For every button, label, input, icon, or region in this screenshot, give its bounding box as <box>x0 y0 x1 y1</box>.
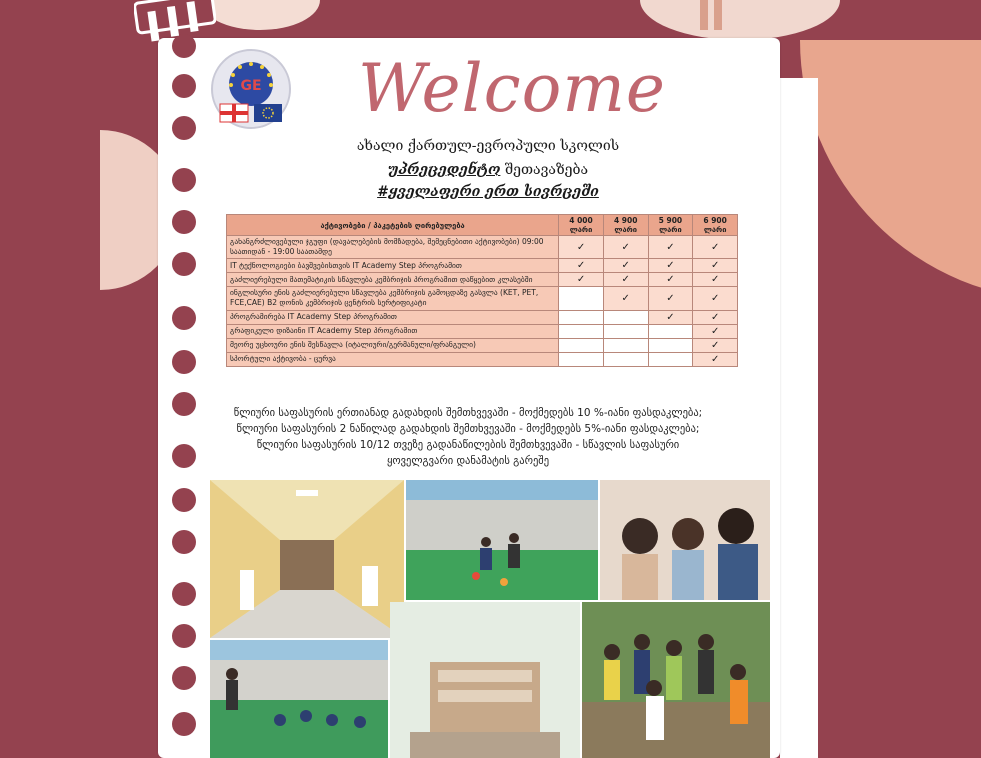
table-row <box>227 338 738 352</box>
binder-hole <box>172 624 196 648</box>
check-icon: ✓ <box>693 259 738 273</box>
check-icon: ✓ <box>693 352 738 366</box>
school-logo-icon <box>210 48 292 130</box>
decor-stripe <box>700 0 708 30</box>
activity-cell: გრაფიკული დიზაინი IT Academy Step პროგრამით <box>227 324 559 338</box>
decor-blob-top <box>200 0 320 30</box>
check-icon: ✓ <box>648 287 693 310</box>
activity-cell: ინგლისური ენის გაძლიერებული სწავლება კემბრიჯის გამოცდაზე გასვლა (KET, PET, FCE,CAE) B2 დონის კემბრიჯის ცენტრის სერტიფიკატი <box>227 287 559 310</box>
decor-blob-pink <box>640 0 840 40</box>
binder-hole <box>172 168 196 192</box>
empty-cell <box>603 324 648 338</box>
binder-hole <box>172 666 196 690</box>
sports-photo <box>406 480 598 600</box>
binder-hole <box>172 252 196 276</box>
empty-cell <box>559 338 604 352</box>
price-header: 6 900 ლარი <box>693 215 738 236</box>
sports-court-photo <box>210 640 388 758</box>
activity-cell: სპორტული აქტივობა - ცურვა <box>227 352 559 366</box>
check-icon: ✓ <box>693 287 738 310</box>
svg-text:GE: GE <box>240 78 262 94</box>
activity-cell: IT ტექნოლოგიები ბავშვებისთვის IT Academy Step პროგრამით <box>227 259 559 273</box>
welcome-title: Welcome <box>358 50 666 127</box>
package-table <box>226 214 738 367</box>
binder-hole <box>172 350 196 374</box>
price-header: 5 900 ლარი <box>648 215 693 236</box>
table-row <box>227 273 738 287</box>
check-icon: ✓ <box>648 259 693 273</box>
activity-cell: გახანგრძლივებული ჯგუფი (დავალებების მომზადება, შემეცნებითი აქტივობები) 09:00 საათიდან - 19:00 საათამდე <box>227 236 559 259</box>
empty-cell <box>559 287 604 310</box>
offer-highlight: უპრეცედენტო <box>387 162 501 178</box>
table-row <box>227 324 738 338</box>
check-icon: ✓ <box>693 236 738 259</box>
empty-cell <box>648 324 693 338</box>
binder-hole <box>172 712 196 736</box>
check-icon: ✓ <box>693 338 738 352</box>
check-icon: ✓ <box>559 236 604 259</box>
check-icon: ✓ <box>648 273 693 287</box>
empty-cell <box>648 352 693 366</box>
check-icon: ✓ <box>693 310 738 324</box>
empty-cell <box>603 352 648 366</box>
school-name-line: ახალი ქართულ-ევროპული სკოლის <box>356 138 620 154</box>
discount-line-1: წლიური საფასურის ერთიანად გადახდის შემთხვევაში - მოქმედებს 10 %-იანი ფასდაკლება; <box>233 407 703 419</box>
discount-line-2: წლიური საფასურის 2 ნაწილად გადახდის შემთხვევაში - მოქმედებს 5%-იანი ფასდაკლება; <box>236 423 700 435</box>
empty-cell <box>559 310 604 324</box>
discount-line-3: წლიური საფასურის 10/12 თვეზე გადანაწილების შემთხვევაში - სწავლის საფასური <box>256 439 680 451</box>
table-header-row <box>227 215 738 236</box>
binder-hole <box>172 582 196 606</box>
binder-hole <box>172 74 196 98</box>
table-row <box>227 236 738 259</box>
empty-cell <box>648 338 693 352</box>
offer-rest: შეთავაზება <box>500 162 589 178</box>
discount-line-4: ყოველგვარი დანამატის გარეშე <box>386 455 550 467</box>
decor-stripe <box>714 0 722 30</box>
price-header: 4 900 ლარი <box>603 215 648 236</box>
check-icon: ✓ <box>693 324 738 338</box>
activity-cell: მეორე უცხოური ენის შესწავლა (იტალიური/გერმანული/ფრანგული) <box>227 338 559 352</box>
check-icon: ✓ <box>603 287 648 310</box>
students-tablet-photo <box>600 480 770 600</box>
binder-hole <box>172 444 196 468</box>
hashtag-line: #ყველაფერი ერთ სივრცეში <box>377 184 599 200</box>
flyer-page <box>158 38 780 758</box>
offer-line <box>248 162 728 178</box>
empty-cell <box>603 310 648 324</box>
back-sheet <box>780 78 818 758</box>
check-icon: ✓ <box>603 259 648 273</box>
price-header: 4 000 ლარი <box>559 215 604 236</box>
binder-hole <box>172 530 196 554</box>
check-icon: ✓ <box>603 236 648 259</box>
binder-clip-icon <box>134 0 216 42</box>
binder-hole <box>172 488 196 512</box>
empty-cell <box>559 352 604 366</box>
check-icon: ✓ <box>559 273 604 287</box>
binder-hole <box>172 306 196 330</box>
table-row <box>227 352 738 366</box>
activity-cell: გაძლიერებული მათემატიკის სწავლება კემბრიჯის პროგრამით დაწყებით კლასებში <box>227 273 559 287</box>
check-icon: ✓ <box>559 259 604 273</box>
decor-blob-peach <box>800 40 981 300</box>
empty-cell <box>603 338 648 352</box>
check-icon: ✓ <box>603 273 648 287</box>
check-icon: ✓ <box>648 236 693 259</box>
check-icon: ✓ <box>693 273 738 287</box>
activity-cell: პროგრამირება IT Academy Step პროგრამით <box>227 310 559 324</box>
empty-cell <box>559 324 604 338</box>
table-row <box>227 287 738 310</box>
table-row <box>227 310 738 324</box>
activity-header: აქტივობები / პაკეტების ღირებულება <box>227 215 559 236</box>
binder-hole <box>172 392 196 416</box>
table-row <box>227 259 738 273</box>
hallway-photo <box>210 480 404 638</box>
binder-hole <box>172 116 196 140</box>
check-icon: ✓ <box>648 310 693 324</box>
binder-hole <box>172 210 196 234</box>
